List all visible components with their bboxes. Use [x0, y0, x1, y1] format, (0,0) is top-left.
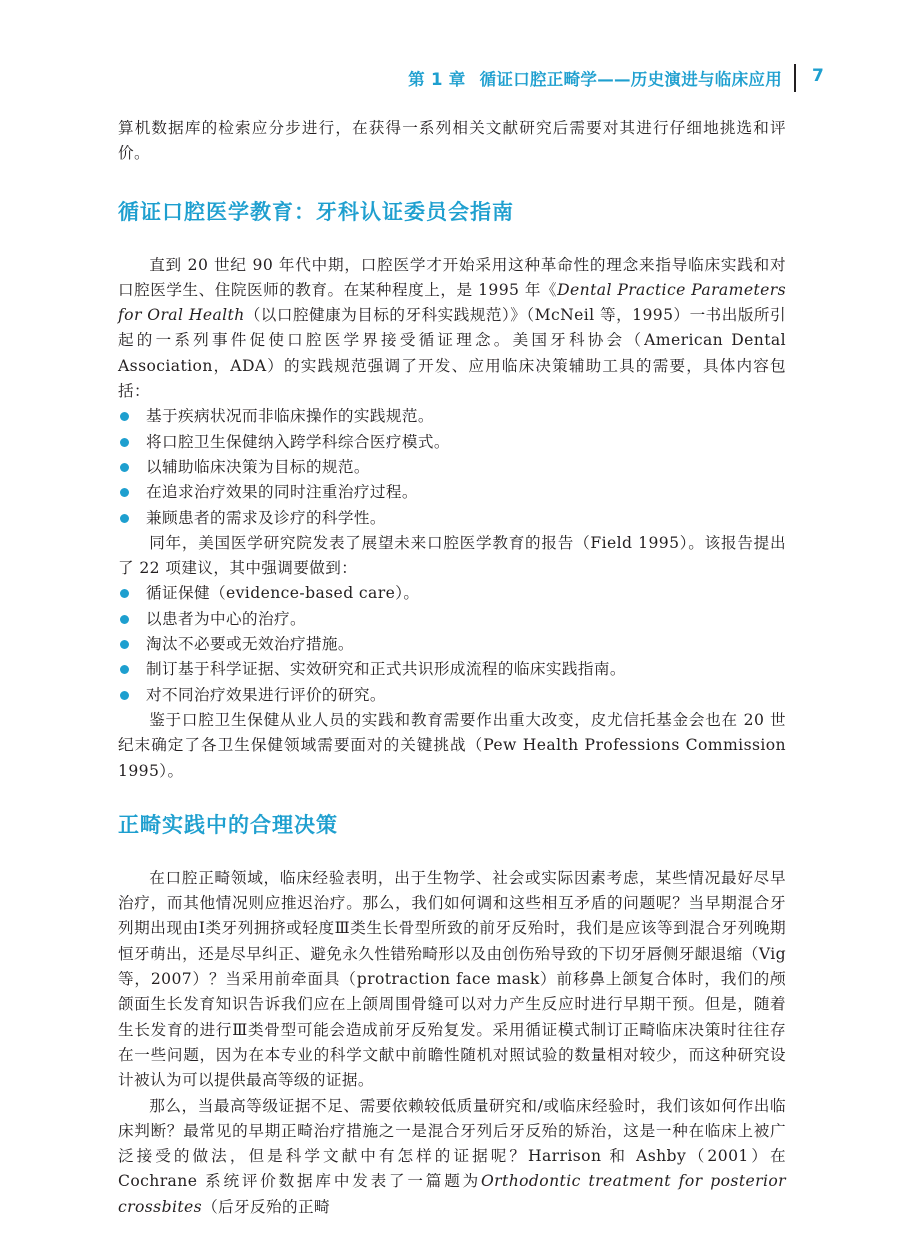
bullet-dot-icon: [120, 640, 129, 649]
section-heading-education: 循证口腔医学教育：牙科认证委员会指南: [118, 199, 514, 224]
bullet-dot-icon: [120, 438, 129, 447]
section1-paragraph-2: 同年，美国医学研究院发表了展望未来口腔医学教育的报告（Field 1995）。该报告提出了 22 项建议，其中强调要做到：: [118, 533, 786, 578]
bullet-dot-icon: [120, 589, 129, 598]
running-header: [0, 66, 900, 96]
bullet-list-iom: [118, 581, 786, 707]
page-content: [118, 116, 786, 1220]
section2-paragraph-2: [118, 1094, 786, 1220]
intro-paragraph: 算机数据库的检索应分步进行，在获得一系列相关文献研究后需要对其进行仔细地挑选和评价。: [118, 119, 786, 163]
bullet-dot-icon: [120, 412, 129, 421]
section-heading-decision: 正畸实践中的合理决策: [118, 812, 338, 837]
chapter-number: 第 1 章: [408, 70, 466, 89]
list-item: 制订基于科学证据、实效研究和正式共识形成流程的临床实践指南。: [118, 657, 786, 682]
section1-paragraph-1: [118, 253, 786, 405]
section2-p2-text-b: （后牙反殆的正畸: [202, 1197, 331, 1216]
section1-p1-text-b: （以口腔健康为目标的牙科实践规范）》（McNeil 等，1995）一书出版所引起的一系列事件促使口腔医学界接受循证理念。美国牙科协会（American Dental Association，ADA）的实践规范强调了开发、应用临床决策辅助工具的需要，具体内容包括：: [118, 306, 786, 401]
bullet-list-ada: [118, 404, 786, 530]
list-item: 在追求治疗效果的同时注重治疗过程。: [118, 480, 786, 505]
chapter-title: 循证口腔正畸学——历史演进与临床应用: [479, 70, 782, 89]
section2-paragraph-1: 在口腔正畸领域，临床经验表明，出于生物学、社会或实际因素考虑，某些情况最好尽早治疗，而其他情况则应推迟治疗。那么，我们如何调和这些相互矛盾的问题呢？当早期混合牙列期出现由Ⅰ类牙列拥挤或轻度Ⅲ类生长骨型所致的前牙反殆时，我们是应该等到混合牙列晚期恒牙萌出，还是尽早纠正、避免永久性错殆畸形以及由创伤殆导致的下切牙唇侧牙龈退缩（Vig 等，2007）？当采用前牵面具（protraction face mask）前移鼻上颌复合体时，我们的颅颌面生长发育知识告诉我们应在上颌周围骨缝可以对力产生反应时进行早期干预。但是，随着生长发育的进行Ⅲ类骨型可能会造成前牙反殆复发。采用循证模式制订正畸临床决策时往往存在一些问题，因为在本专业的科学文献中前瞻性随机对照试验的数量相对较少，而这种研究设计被认为可以提供最高等级的证据。: [118, 868, 786, 1090]
bullet-dot-icon: [120, 665, 129, 674]
list-item: 基于疾病状况而非临床操作的实践规范。: [118, 404, 786, 429]
list-item: 循证保健（evidence-based care）。: [118, 581, 786, 606]
bullet-dot-icon: [120, 463, 129, 472]
bullet-dot-icon: [120, 514, 129, 523]
section1-p1-text-a: 直到 20 世纪 90 年代中期，口腔医学才开始采用这种革命性的理念来指导临床实践和对口腔医学生、住院医师的教育。在某种程度上，是 1995 年《: [118, 255, 786, 299]
book-title-italic: Dental Practice Parameters for Oral Health: [118, 280, 786, 325]
review-title-italic: Orthodontic treatment for posterior crossbites: [118, 1172, 786, 1216]
page-number: 7: [812, 66, 824, 86]
list-item: 兼顾患者的需求及诊疗的科学性。: [118, 506, 786, 531]
bullet-dot-icon: [120, 615, 129, 624]
section1-paragraph-3: 鉴于口腔卫生保健从业人员的实践和教育需要作出重大改变，皮尤信托基金会也在 20 世纪末确定了各卫生保健领域需要面对的关键挑战（Pew Health Professions Commission 1995）。: [118, 710, 786, 780]
list-item: 以患者为中心的治疗。: [118, 607, 786, 632]
list-item: 对不同治疗效果进行评价的研究。: [118, 683, 786, 708]
header-divider: [794, 64, 796, 92]
list-item: 以辅助临床决策为目标的规范。: [118, 455, 786, 480]
list-item: 淘汰不必要或无效治疗措施。: [118, 632, 786, 657]
bullet-dot-icon: [120, 691, 129, 700]
list-item: 将口腔卫生保健纳入跨学科综合医疗模式。: [118, 430, 786, 455]
bullet-dot-icon: [120, 488, 129, 497]
running-title: [408, 66, 782, 90]
section2-p2-text-a: 那么，当最高等级证据不足、需要依赖较低质量研究和/或临床经验时，我们该如何作出临床判断？最常见的早期正畸治疗措施之一是混合牙列后牙反殆的矫治，这是一种在临床上被广泛接受的做法，但是科学文献中有怎样的证据呢？Harrison 和 Ashby（2001）在 Cochrane 系统评价数据库中发表了一篇题为: [118, 1096, 786, 1191]
